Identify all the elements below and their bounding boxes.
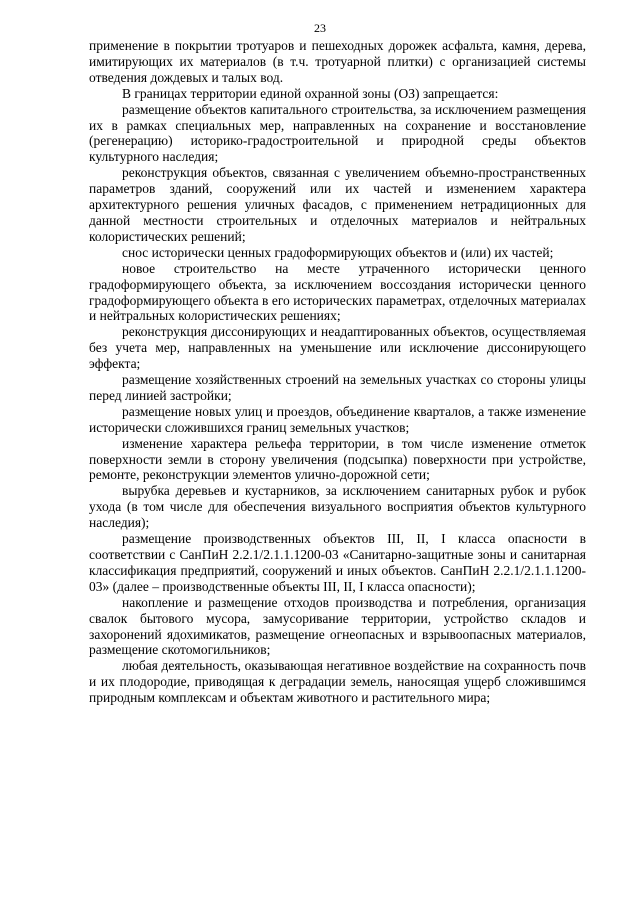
paragraph-item: размещение хозяйственных строений на земельных участках со стороны улицы перед линией застройки; bbox=[89, 372, 586, 403]
paragraph-item: накопление и размещение отходов производства и потребления, организация свалок бытового мусора, замусоривание территории, устройство складов и захоронений ядохимикатов, размещение огнеопасных и взрывоопасных материалов, размещение скотомогильников; bbox=[89, 594, 586, 658]
document-body bbox=[89, 38, 586, 706]
paragraph-continuation: применение в покрытии тротуаров и пешеходных дорожек асфальта, камня, дерева, имитирующих их материалов (в т.ч. тротуарной плитки) с организацией системы отведения дождевых и талых вод. bbox=[89, 38, 586, 85]
paragraph-item: вырубка деревьев и кустарников, за исключением санитарных рубок и рубок ухода (в том числе для обеспечения визуального восприятия объектов культурного наследия); bbox=[89, 483, 586, 531]
paragraph-item: снос исторически ценных градоформирующих объектов и (или) их частей; bbox=[122, 244, 554, 260]
paragraph-item: размещение объектов капитального строительства, за исключением размещения их в рамках специальных мер, направленных на сохранение и восстановление (регенерацию) историко-градостроительной и природной среды объектов культурного наследия; bbox=[89, 101, 586, 165]
paragraph-item: размещение производственных объектов III, II, I класса опасности в соответствии с СанПиН 2.2.1/2.1.1.1200-03 «Санитарно-защитные зоны и санитарная классификация предприятий, сооружений и иных объектов. СанПиН 2.2.1/2.1.1.1200-03» (далее – производственные объекты III, II, I класса опасности); bbox=[89, 531, 586, 594]
paragraph-item: реконструкция объектов, связанная с увеличением объемно-пространственных параметров зданий, сооружений или их частей и изменением характера архитектурного решения уличных фасадов, с применением нетрадиционных для данной местности строительных и отделочных материалов и нейтральных колористических решений; bbox=[89, 165, 586, 244]
paragraph-prohibitions-intro: В границах территории единой охранной зоны (ОЗ) запрещается: bbox=[122, 85, 499, 101]
paragraph-item: реконструкция диссонирующих и неадаптированных объектов, осуществляемая без учета мер, направленных на уменьшение или исключение диссонирующего эффекта; bbox=[89, 324, 586, 372]
paragraph-item: новое строительство на месте утраченного исторически ценного градоформирующего объекта, за исключением воссоздания исторически ценного градоформирующего объекта в его исторических параметрах, отделочных материалах и нейтральных колористических решениях; bbox=[89, 260, 586, 324]
page-number: 23 bbox=[314, 21, 326, 35]
paragraph-item: размещение новых улиц и проездов, объединение кварталов, а также изменение исторически сложившихся границ земельных участков; bbox=[89, 403, 586, 435]
paragraph-item: изменение характера рельефа территории, в том числе изменение отметок поверхности земли в сторону увеличения (подсыпка) поверхности при устройстве, ремонте, реконструкции элементов улично-дорожной сети; bbox=[89, 435, 586, 483]
paragraph-item: любая деятельность, оказывающая негативное воздействие на сохранность почв и их плодородие, приводящая к деградации земель, наносящая ущерб сложившимся природным комплексам и объектам животного и растительного мира; bbox=[89, 658, 586, 706]
